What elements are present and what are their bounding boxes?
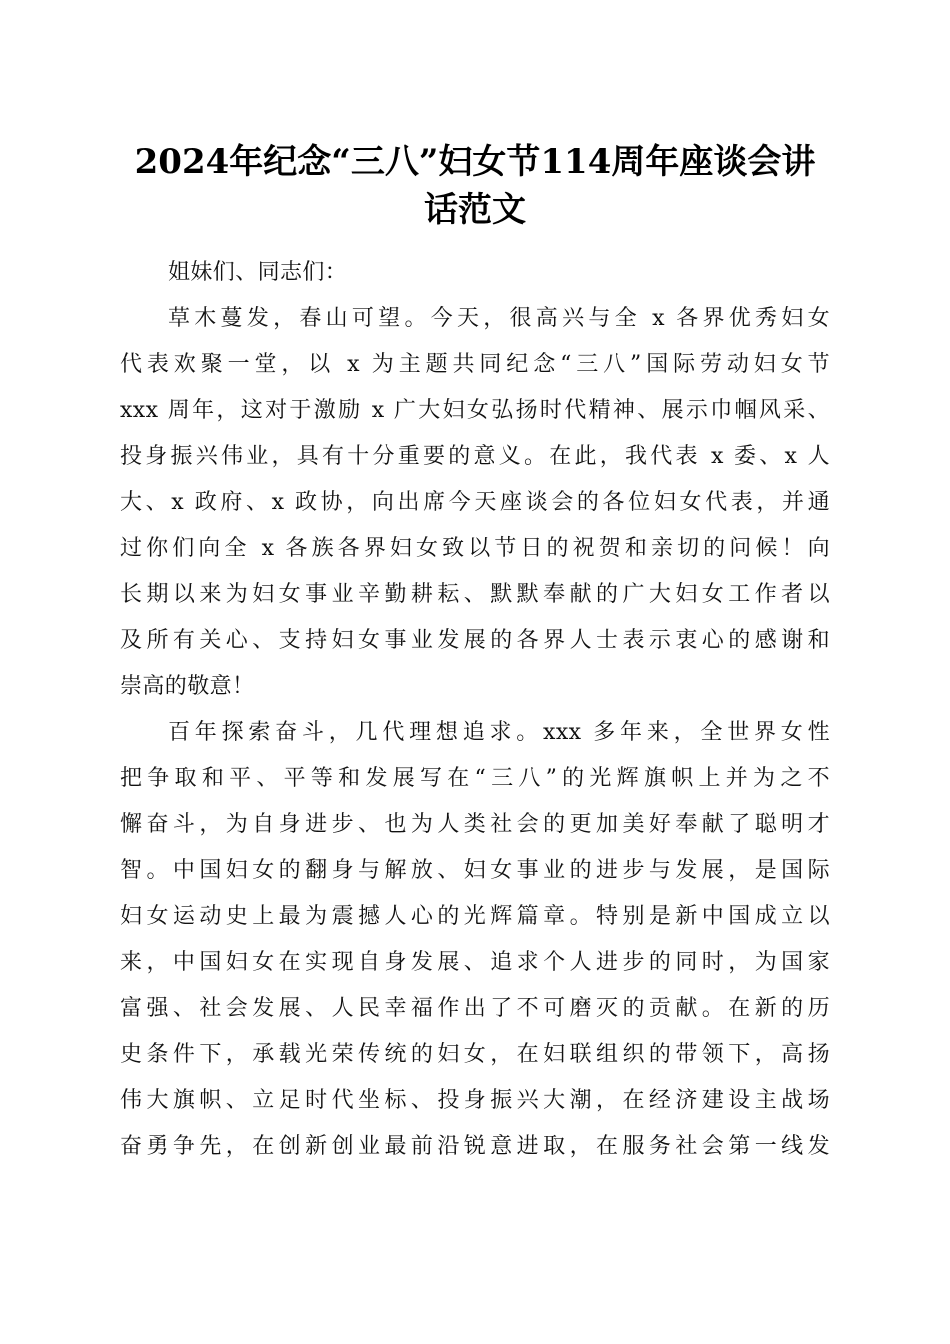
body-line: 懈奋斗，为自身进步、也为人类社会的更加美好奉献了聪明才 [120,812,830,837]
body-line: 把争取和平、平等和发展写在“三八”的光辉旗帜上并为之不 [120,766,830,791]
body-line: 智。中国妇女的翻身与解放、妇女事业的进步与发展，是国际 [120,858,830,883]
title-line-1: 2024年纪念“三八”妇女节114周年座谈会讲 [134,142,816,182]
body-line: 伟大旗帜、立足时代坐标、投身振兴大潮，在经济建设主战场 [120,1088,830,1113]
body-line: 妇女运动史上最为震撼人心的光辉篇章。特别是新中国成立以 [120,904,830,929]
body-line: xxx 周年，这对于激励 x 广大妇女弘扬时代精神、展示巾帼风采、 [120,398,830,423]
body-line: 草木蔓发，春山可望。今天，很高兴与全 x 各界优秀妇女 [168,306,830,331]
document-body [120,250,830,1170]
body-line: 长期以来为妇女事业辛勤耕耘、默默奉献的广大妇女工作者以 [120,582,830,607]
body-line: 来，中国妇女在实现自身发展、追求个人进步的同时，为国家 [120,950,830,975]
salutation-line: 姐妹们、同志们： [168,260,348,285]
body-line: 过你们向全 x 各族各界妇女致以节日的祝贺和亲切的问候！向 [120,536,830,561]
body-line: 富强、社会发展、人民幸福作出了不可磨灭的贡献。在新的历 [120,996,830,1021]
body-line: 大、x 政府、x 政协，向出席今天座谈会的各位妇女代表，并通 [120,490,830,515]
title-line-2: 话范文 [424,190,526,230]
body-line: 史条件下，承载光荣传统的妇女，在妇联组织的带领下，高扬 [120,1042,830,1067]
body-line: 百年探索奋斗，几代理想追求。xxx 多年来，全世界女性 [168,720,830,745]
body-line: 崇高的敬意！ [120,674,255,699]
body-line: 及所有关心、支持妇女事业发展的各界人士表示衷心的感谢和 [120,628,830,653]
body-line: 奋勇争先，在创新创业最前沿锐意进取，在服务社会第一线发 [120,1134,830,1159]
body-line: 代表欢聚一堂，以 x 为主题共同纪念“三八”国际劳动妇女节 [120,352,830,377]
document-title [110,138,840,234]
body-line: 投身振兴伟业，具有十分重要的意义。在此，我代表 x 委、x 人 [120,444,830,469]
